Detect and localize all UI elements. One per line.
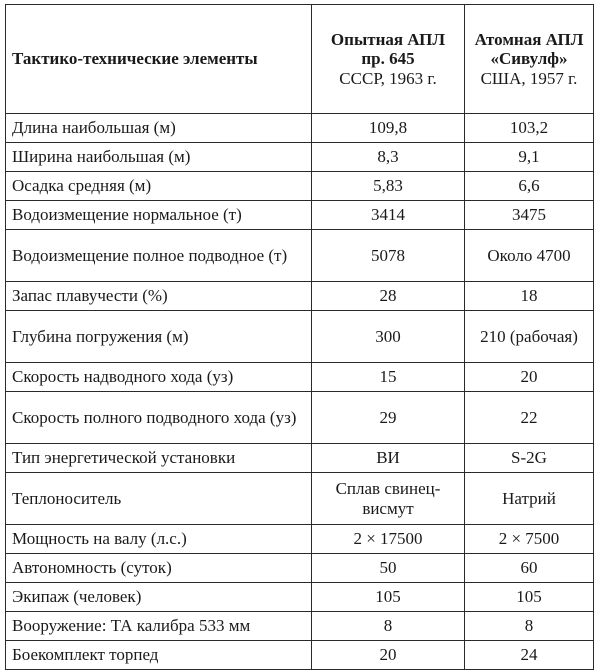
row-value-project-645: 3414 [312, 201, 465, 230]
row-value-seawolf: 20 [465, 363, 594, 392]
row-value-seawolf: 22 [465, 392, 594, 444]
row-value-project-645: 50 [312, 554, 465, 583]
table-row [6, 282, 594, 311]
row-value-project-645: 28 [312, 282, 465, 311]
row-label: Экипаж (человек) [6, 583, 312, 612]
row-value-project-645: 2 × 17500 [312, 525, 465, 554]
row-value-project-645: 105 [312, 583, 465, 612]
header-project-645-subtitle: СССР, 1963 г. [339, 68, 437, 88]
row-label: Автономность (суток) [6, 554, 312, 583]
row-label: Теплоноситель [6, 473, 312, 525]
row-label: Тип энергетической установки [6, 444, 312, 473]
row-value-project-645: 5,83 [312, 172, 465, 201]
table-row [6, 230, 594, 282]
header-row [6, 5, 594, 114]
row-label: Вооружение: ТА калибра 533 мм [6, 612, 312, 641]
row-label: Длина наибольшая (м) [6, 114, 312, 143]
row-value-project-645: 20 [312, 641, 465, 670]
row-label: Водоизмещение полное подводное (т) [6, 230, 312, 282]
row-label: Осадка средняя (м) [6, 172, 312, 201]
table-row [6, 444, 594, 473]
table-row [6, 554, 594, 583]
row-value-project-645: 29 [312, 392, 465, 444]
header-col-seawolf [465, 5, 594, 114]
table-row [6, 201, 594, 230]
row-value-seawolf: 105 [465, 583, 594, 612]
row-value-seawolf: Натрий [465, 473, 594, 525]
header-col-parameters: Тактико-технические элементы [6, 5, 312, 114]
table-row [6, 114, 594, 143]
header-project-645-title: Опытная АПЛ пр. 645 [330, 29, 446, 69]
table-row [6, 311, 594, 363]
specs-table [5, 4, 594, 670]
row-value-seawolf: 60 [465, 554, 594, 583]
row-label: Запас плавучести (%) [6, 282, 312, 311]
row-label: Скорость полного подводного хода (уз) [6, 392, 312, 444]
row-value-project-645: 109,8 [312, 114, 465, 143]
table-row [6, 143, 594, 172]
row-value-seawolf: 103,2 [465, 114, 594, 143]
row-value-project-645: 300 [312, 311, 465, 363]
header-seawolf-subtitle: США, 1957 г. [480, 68, 578, 88]
row-label: Скорость надводного хода (уз) [6, 363, 312, 392]
row-value-seawolf: 3475 [465, 201, 594, 230]
row-value-seawolf: 18 [465, 282, 594, 311]
table-row [6, 363, 594, 392]
row-value-seawolf: 24 [465, 641, 594, 670]
row-value-seawolf: S-2G [465, 444, 594, 473]
table-row [6, 525, 594, 554]
table-row [6, 392, 594, 444]
row-value-seawolf: 9,1 [465, 143, 594, 172]
header-col-project-645 [312, 5, 465, 114]
table-row [6, 583, 594, 612]
row-value-project-645: 8 [312, 612, 465, 641]
row-label: Ширина наибольшая (м) [6, 143, 312, 172]
row-value-seawolf: 8 [465, 612, 594, 641]
header-seawolf-title: Атомная АПЛ «Сивулф» [474, 29, 584, 69]
row-value-project-645: 15 [312, 363, 465, 392]
table-row [6, 612, 594, 641]
row-value-seawolf: Около 4700 [465, 230, 594, 282]
row-label: Водоизмещение нормальное (т) [6, 201, 312, 230]
row-value-project-645: 5078 [312, 230, 465, 282]
row-value-project-645: Сплав свинец-висмут [312, 473, 465, 525]
row-value-seawolf: 6,6 [465, 172, 594, 201]
row-label: Мощность на валу (л.с.) [6, 525, 312, 554]
table-row [6, 641, 594, 670]
row-value-project-645: 8,3 [312, 143, 465, 172]
row-value-seawolf: 2 × 7500 [465, 525, 594, 554]
table-row [6, 473, 594, 525]
row-value-seawolf: 210 (рабочая) [465, 311, 594, 363]
row-value-project-645: ВИ [312, 444, 465, 473]
row-label: Боекомплект торпед [6, 641, 312, 670]
row-label: Глубина погружения (м) [6, 311, 312, 363]
table-row [6, 172, 594, 201]
